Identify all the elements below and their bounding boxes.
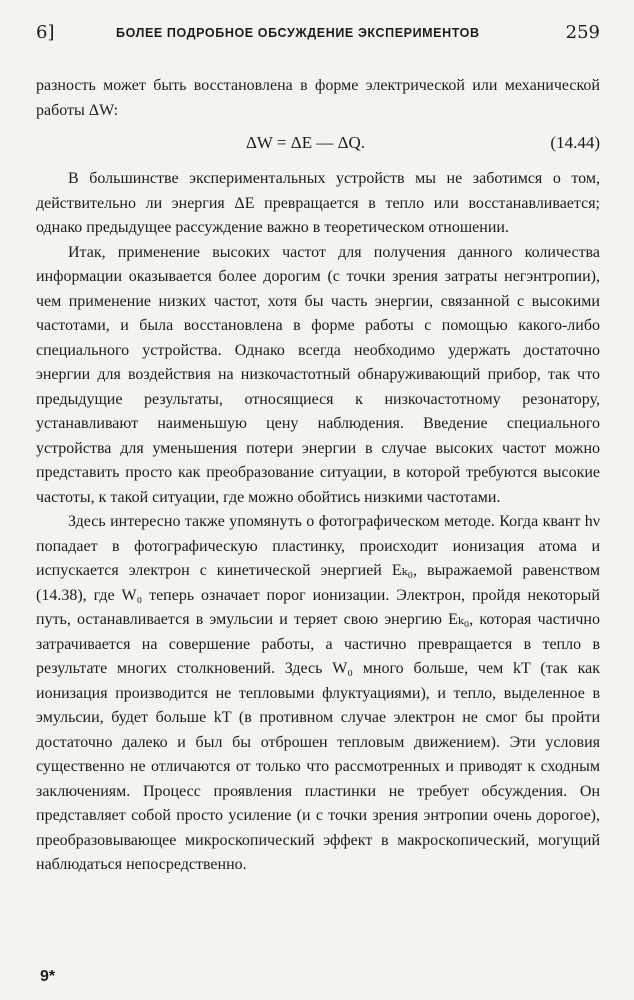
paragraph-2: Итак, применение высоких частот для получения данного количества информации оказывается более дорогим (с точки зрения затраты негэнтропии), чем применение низких частот, хотя бы часть энергии, связанной с высокими частотами, и была восстановлена в форме работы с помощью какого-либо специального устройства. Однако всегда необходимо удержать достаточно энергии для воздействия на низкочастотный обнаруживающий прибор, так что предыдущие результаты, относящиеся к низкочастотному резонатору, устанавливают наименьшую цену наблюдения. Введение специального устройства для уменьшения потери энергии в случае высоких частот можно представить просто как преобразование ситуации, в которой требуются высокие частоты, к такой ситуации, где можно обойтись низкими частотами. [36,243,600,506]
section-marker: 6] [36,22,55,43]
paragraph-3: Здесь интересно также упомянуть о фотографическом методе. Когда квант hν попадает в фотографическую пластинку, происходит ионизация атома и испускается электрон с кинетической энергией Eₖ₀, выражаемой равенством (14.38), где W₀ теперь означает порог ионизации. Электрон, пройдя некоторый путь, останавливается в эмульсии и теряет свою энергию Eₖ₀, которая частично затрачивается на совершение работы, а частично превращается в тепло в результате многих столкновений. Здесь W₀ много больше, чем kT (так как ионизация производится не тепловыми флуктуациями), и тепло, выделенное в эмульсии, будет больше kT (в противном случае электрон не смог бы пройти достаточно далеко и был бы отброшен тепловым движением). Эти условия существенно не отличаются от только что рассмотренных и приводят к сходным заключениям. Процесс проявления пластинки не требует обсуждения. Он представляет собой просто усиление (и с точки зрения энтропии очень дорогое), преобразовывающее микроскопический эффект в макроскопический, могущий наблюдаться непосредственно. [36,513,600,873]
page-body [36,74,600,878]
paragraph-1: В большинстве экспериментальных устройств мы не заботимся о том, действительно ли энергия ΔE превращается в тепло или восстанавливается; однако предыдущее рассуждение важно в теоретическом отношении. [36,170,600,236]
equation-formula: ΔW = ΔE — ΔQ. [246,133,366,152]
running-title: БОЛЕЕ ПОДРОБНОЕ ОБСУЖДЕНИЕ ЭКСПЕРИМЕНТОВ [116,26,480,40]
equation-number: (14.44) [550,133,600,152]
intro-paragraph: разность может быть восстановлена в форме электрической или механической работы ΔW: [36,77,600,119]
page-header [36,22,600,52]
signature-mark: 9* [40,968,56,985]
equation-row [36,127,600,161]
page-number: 259 [565,22,600,43]
